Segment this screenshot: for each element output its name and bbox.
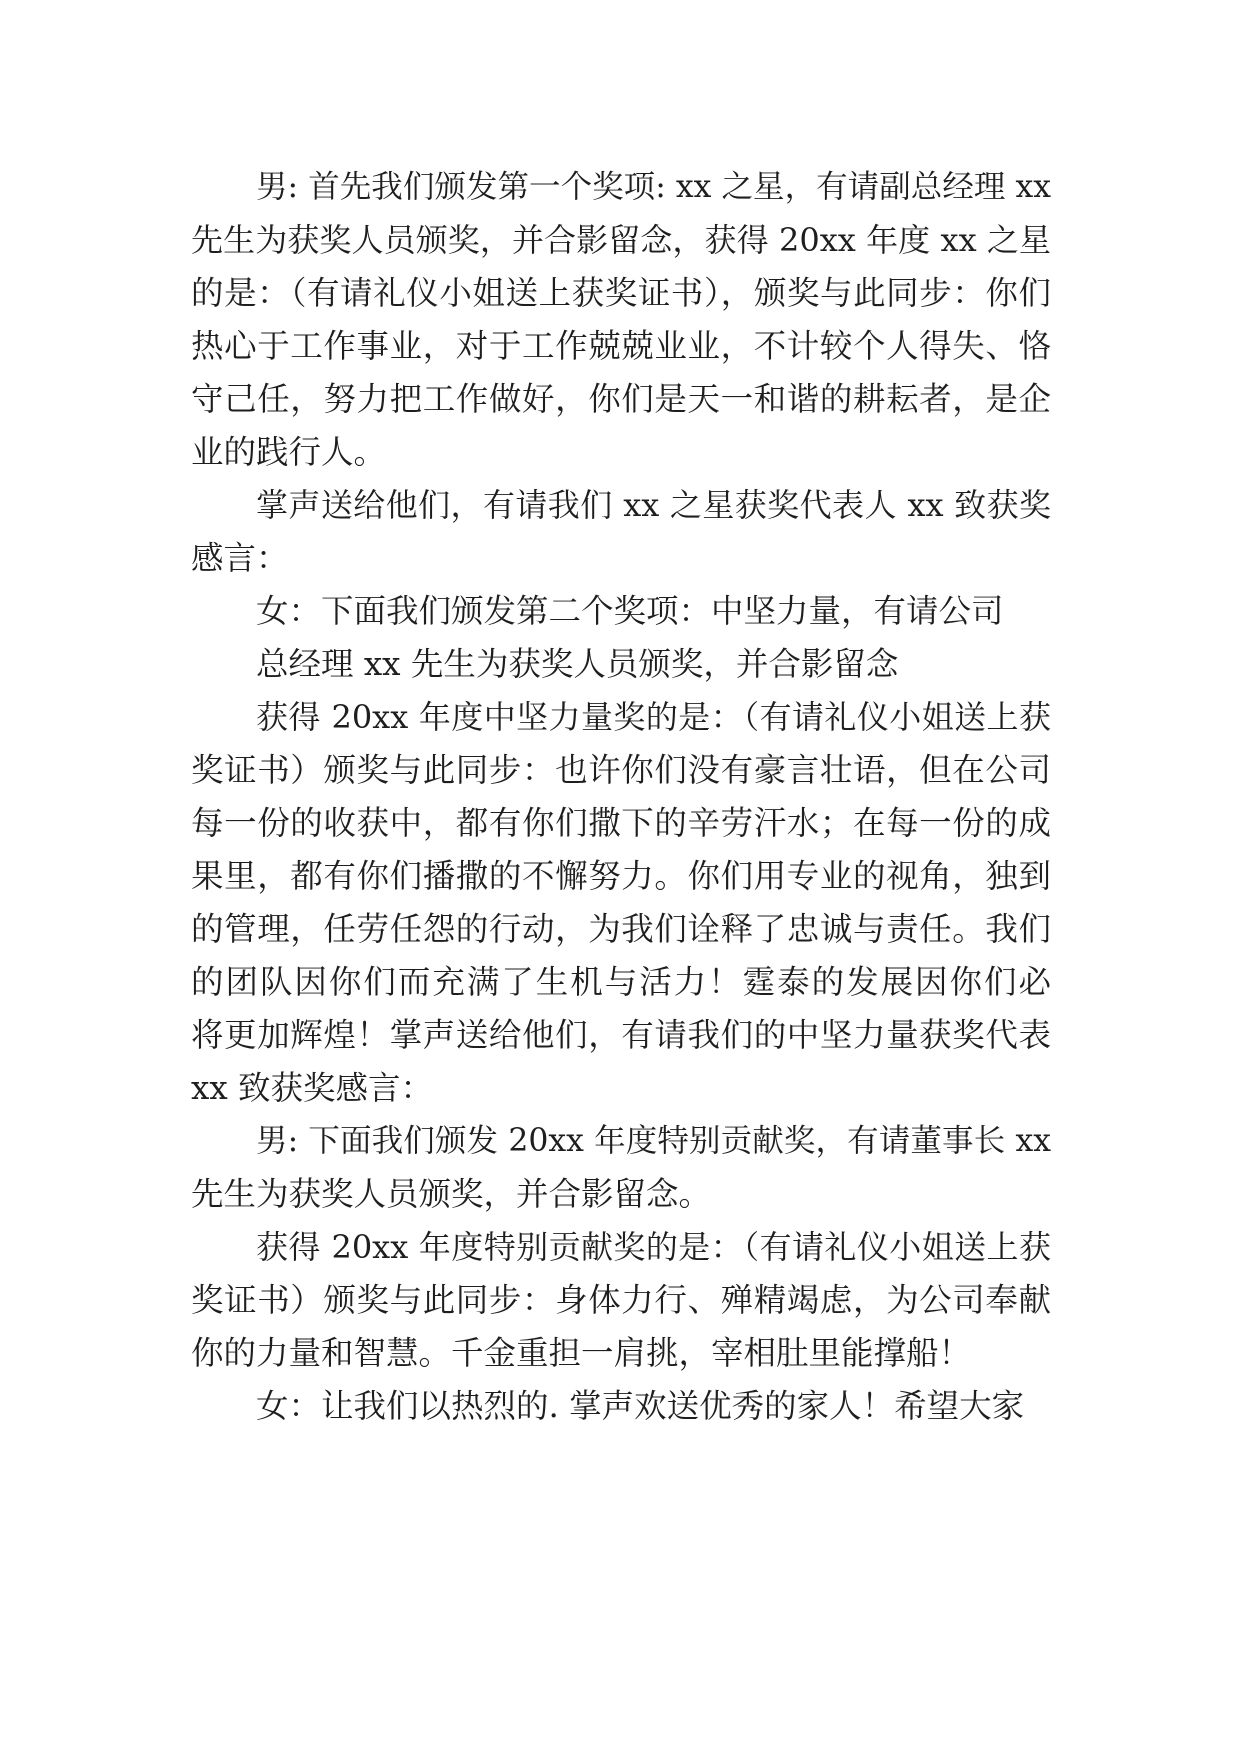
text-line: 的是：（有请礼仪小姐送上获奖证书），颁奖与此同步：你们 bbox=[191, 274, 1051, 312]
text-line: 每一份的收获中，都有你们撒下的辛劳汗水；在每一份的成 bbox=[191, 804, 1051, 842]
text-line: 女：下面我们颁发第二个奖项：中坚力量，有请公司 bbox=[256, 592, 1004, 630]
text-line: 先生为获奖人员颁奖，并合影留念，获得 20xx 年度 xx 之星 bbox=[191, 221, 1051, 259]
text-line: 获得 20xx 年度中坚力量奖的是：（有请礼仪小姐送上获 bbox=[256, 698, 1051, 736]
text-line: 热心于工作事业，对于工作兢兢业业，不计较个人得失、恪 bbox=[191, 327, 1051, 365]
text-line: 果里，都有你们播撒的不懈努力。你们用专业的视角，独到 bbox=[191, 857, 1051, 895]
text-line: 守己任，努力把工作做好，你们是天一和谐的耕耘者，是企 bbox=[191, 380, 1051, 418]
text-line: 将更加辉煌！掌声送给他们，有请我们的中坚力量获奖代表 bbox=[191, 1016, 1051, 1054]
text-line: 总经理 xx 先生为获奖人员颁奖，并合影留念 bbox=[256, 645, 899, 683]
text-line: 奖证书）颁奖与此同步：也许你们没有豪言壮语，但在公司 bbox=[191, 751, 1051, 789]
text-line: 的管理，任劳任怨的行动，为我们诠释了忠诚与责任。我们 bbox=[191, 910, 1051, 948]
text-line: 男: 首先我们颁发第一个奖项: xx 之星，有请副总经理 xx bbox=[256, 169, 1051, 205]
text-line: 奖证书）颁奖与此同步：身体力行、殚精竭虑，为公司奉献 bbox=[191, 1281, 1051, 1319]
text-line: 掌声送给他们，有请我们 xx 之星获奖代表人 xx 致获奖 bbox=[256, 486, 1051, 524]
text-line: 获得 20xx 年度特别贡献奖的是：（有请礼仪小姐送上获 bbox=[256, 1228, 1051, 1266]
text-line: 男: 下面我们颁发 20xx 年度特别贡献奖，有请董事长 xx bbox=[256, 1123, 1051, 1159]
text-line: 先生为获奖人员颁奖，并合影留念。 bbox=[191, 1175, 712, 1213]
text-line: 的团队因你们而充满了生机与活力！霆泰的发展因你们必 bbox=[191, 963, 1051, 1001]
text-line: xx 致获奖感言： bbox=[191, 1069, 433, 1107]
text-line: 业的践行人。 bbox=[191, 433, 387, 471]
text-line: 感言： bbox=[191, 539, 289, 577]
text-line: 女：让我们以热烈的. 掌声欢送优秀的家人！希望大家 bbox=[256, 1387, 1025, 1425]
text-line: 你的力量和智慧。千金重担一肩挑，宰相肚里能撑船！ bbox=[191, 1334, 972, 1372]
